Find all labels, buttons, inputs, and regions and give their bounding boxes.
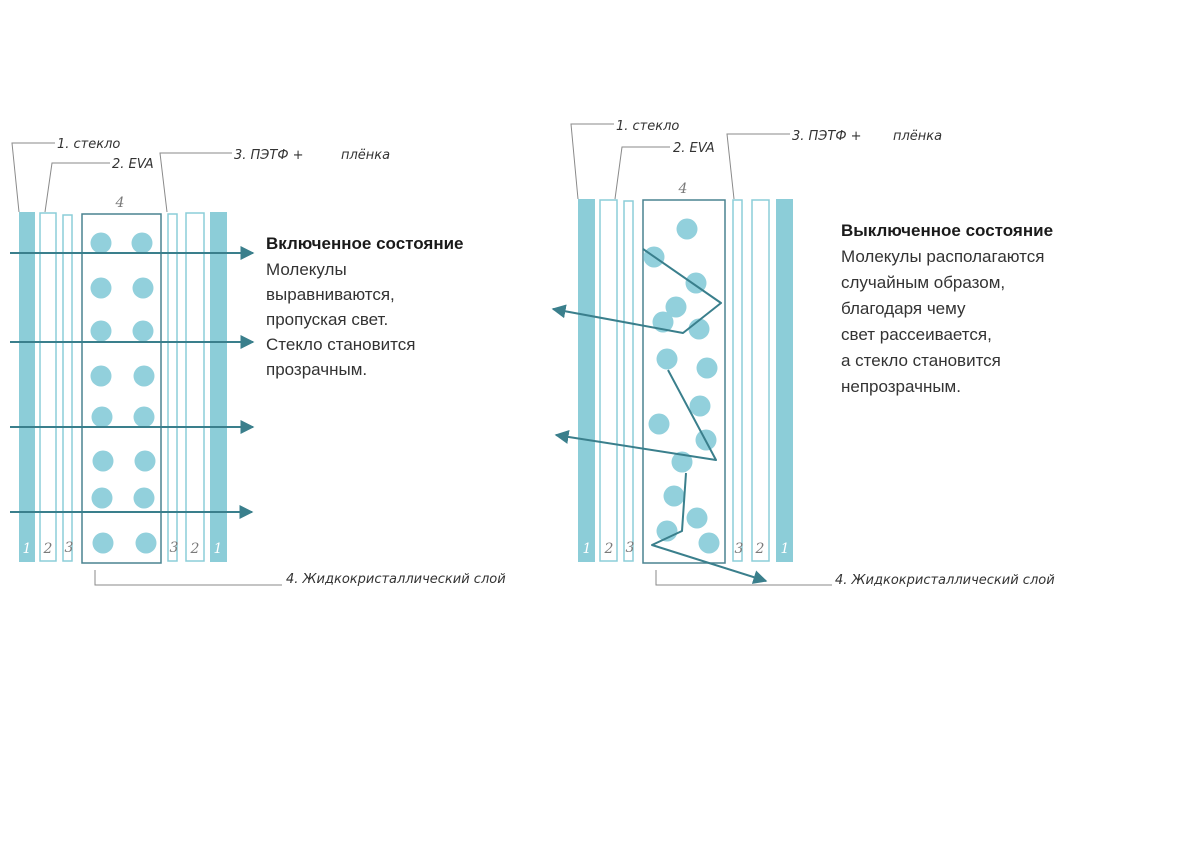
label-eva: 2. EVA: [112, 157, 154, 172]
label-film: плёнка: [893, 129, 943, 144]
state-text-line: Стекло становится: [266, 335, 416, 354]
leader-pet: [160, 153, 232, 212]
molecule: [133, 321, 154, 342]
off-state-description: [841, 221, 1053, 396]
liquid-crystal-layer: [82, 214, 161, 563]
label-eva: 2. EVA: [673, 141, 715, 156]
on-state-description: [266, 234, 464, 379]
molecule: [664, 486, 685, 507]
leader-glass: [571, 124, 614, 199]
eva-layer: [600, 200, 617, 561]
state-title: Включенное состояние: [266, 234, 464, 253]
state-text-line: свет рассеивается,: [841, 325, 992, 344]
layer-number: 3: [734, 541, 744, 557]
state-text-line: случайным образом,: [841, 273, 1006, 292]
layer-stack-left: [19, 212, 227, 563]
pet-film-layer: [624, 201, 633, 561]
layer-number: 1: [780, 541, 790, 557]
layer-number: 3: [169, 540, 179, 556]
layer-number: 2: [190, 541, 200, 557]
molecules-aligned: [91, 233, 157, 554]
molecule: [133, 278, 154, 299]
molecule: [93, 533, 114, 554]
label-glass: 1. стекло: [57, 137, 121, 152]
glass-layer: [776, 199, 793, 562]
layer-number: 2: [43, 541, 53, 557]
molecule: [136, 533, 157, 554]
state-text-line: прозрачным.: [266, 360, 368, 379]
leader-glass: [12, 143, 55, 212]
eva-layer: [752, 200, 769, 561]
label-pet: 3. ПЭТФ +: [234, 148, 304, 163]
layer-number: 1: [22, 541, 32, 557]
molecule: [93, 451, 114, 472]
molecule: [91, 233, 112, 254]
layer-number: 2: [604, 541, 614, 557]
glass-layer: [210, 212, 227, 562]
leader-lc: [95, 570, 282, 585]
eva-layer: [40, 213, 56, 561]
molecule: [689, 319, 710, 340]
panel-off-state: [553, 119, 1055, 588]
leader-eva: [615, 147, 670, 199]
leader-lines-left: [12, 143, 282, 585]
molecule: [92, 407, 113, 428]
molecule: [91, 366, 112, 387]
state-text-line: Молекулы располагаются: [841, 247, 1045, 266]
layer-number: 4: [678, 181, 688, 197]
molecule: [134, 366, 155, 387]
layer-number: 3: [64, 540, 74, 556]
label-glass: 1. стекло: [616, 119, 680, 134]
state-text-line: непрозрачным.: [841, 377, 961, 396]
molecule: [699, 533, 720, 554]
molecule: [91, 321, 112, 342]
leader-pet: [727, 134, 790, 199]
molecule: [677, 219, 698, 240]
state-text-line: пропуская свет.: [266, 310, 389, 329]
molecule: [690, 396, 711, 417]
molecule: [649, 414, 670, 435]
molecules-random: [644, 219, 720, 554]
molecule: [91, 278, 112, 299]
pet-film-layer: [63, 215, 72, 561]
layer-number: 3: [625, 540, 635, 556]
pet-film-layer: [168, 214, 177, 561]
molecule: [132, 233, 153, 254]
label-film: плёнка: [341, 148, 391, 163]
glass-layer: [578, 199, 595, 562]
state-text-line: благодаря чему: [841, 299, 966, 318]
state-title: Выключенное состояние: [841, 221, 1054, 240]
panel-on-state: [10, 137, 506, 587]
molecule: [134, 488, 155, 509]
state-text-line: выравниваются,: [266, 285, 395, 304]
layer-numbers-left: [23, 195, 223, 557]
state-text-line: а стекло становится: [841, 351, 1001, 370]
label-pet: 3. ПЭТФ +: [792, 129, 862, 144]
layer-number: 2: [755, 541, 765, 557]
leader-lc: [656, 570, 832, 585]
molecule: [134, 407, 155, 428]
label-lc-layer: 4. Жидкокристаллический слой: [835, 573, 1055, 588]
layer-number: 4: [115, 195, 125, 211]
eva-layer: [186, 213, 204, 561]
molecule: [657, 349, 678, 370]
pet-film-layer: [733, 200, 742, 561]
layer-number: 1: [582, 541, 592, 557]
molecule: [135, 451, 156, 472]
state-text-line: Молекулы: [266, 260, 347, 279]
label-lc-layer: 4. Жидкокристаллический слой: [286, 572, 506, 587]
molecule: [687, 508, 708, 529]
layer-number: 1: [213, 541, 223, 557]
glass-layer: [19, 212, 35, 562]
layer-stack-right: [578, 199, 793, 563]
molecule: [92, 488, 113, 509]
molecule: [697, 358, 718, 379]
leader-eva: [45, 163, 110, 212]
